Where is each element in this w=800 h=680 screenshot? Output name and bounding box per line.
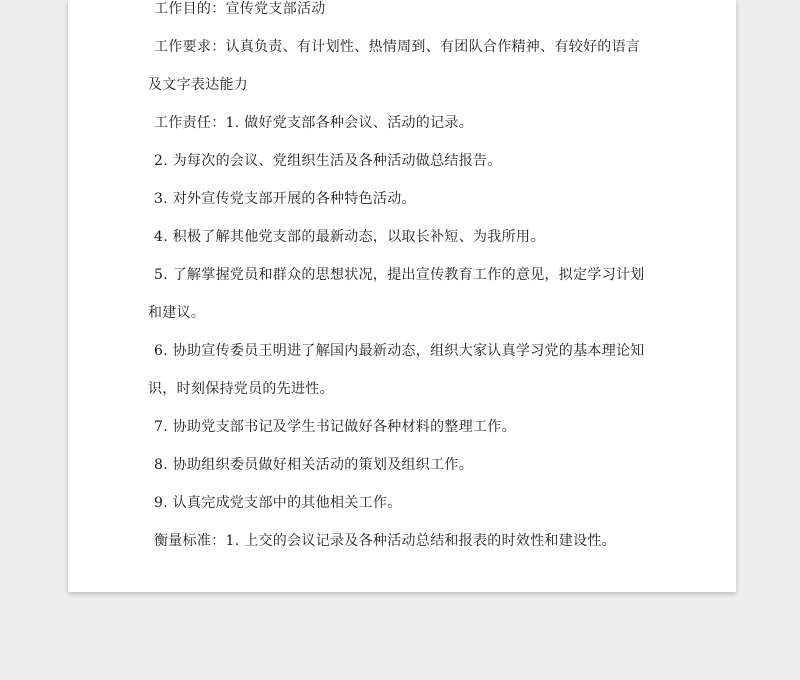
work-requirements-line: 工作要求：认真负责、有计划性、热情周到、有团队合作精神、有较好的语言 xyxy=(154,39,641,55)
responsibility-item-5: 5. 了解掌握党员和群众的思想状况，提出宣传教育工作的意见，拟定学习计划 xyxy=(154,267,645,283)
document-body xyxy=(148,0,668,560)
work-responsibility-line: 工作责任：1. 做好党支部各种会议、活动的记录。 xyxy=(154,115,474,131)
responsibility-item-8: 8. 协助组织委员做好相关活动的策划及组织工作。 xyxy=(154,457,474,473)
responsibility-item-4: 4. 积极了解其他党支部的最新动态，以取长补短、为我所用。 xyxy=(154,229,545,245)
responsibility-item-7: 7. 协助党支部书记及学生书记做好各种材料的整理工作。 xyxy=(154,419,516,435)
evaluation-standard-line: 衡量标准：1. 上交的会议记录及各种活动总结和报表的时效性和建设性。 xyxy=(154,533,617,549)
work-requirements-continued: 及文字表达能力 xyxy=(148,77,249,93)
work-purpose-line: 工作目的：宣传党支部活动 xyxy=(154,1,326,17)
responsibility-item-3: 3. 对外宣传党支部开展的各种特色活动。 xyxy=(154,191,416,207)
responsibility-item-5-continued: 和建议。 xyxy=(148,305,206,321)
document-page xyxy=(68,0,736,592)
responsibility-item-6-continued: 识，时刻保持党员的先进性。 xyxy=(148,381,334,397)
responsibility-item-6: 6. 协助宣传委员王明进了解国内最新动态，组织大家认真学习党的基本理论知 xyxy=(154,343,645,359)
responsibility-item-9: 9. 认真完成党支部中的其他相关工作。 xyxy=(154,495,402,511)
responsibility-item-2: 2. 为每次的会议、党组织生活及各种活动做总结报告。 xyxy=(154,153,502,169)
